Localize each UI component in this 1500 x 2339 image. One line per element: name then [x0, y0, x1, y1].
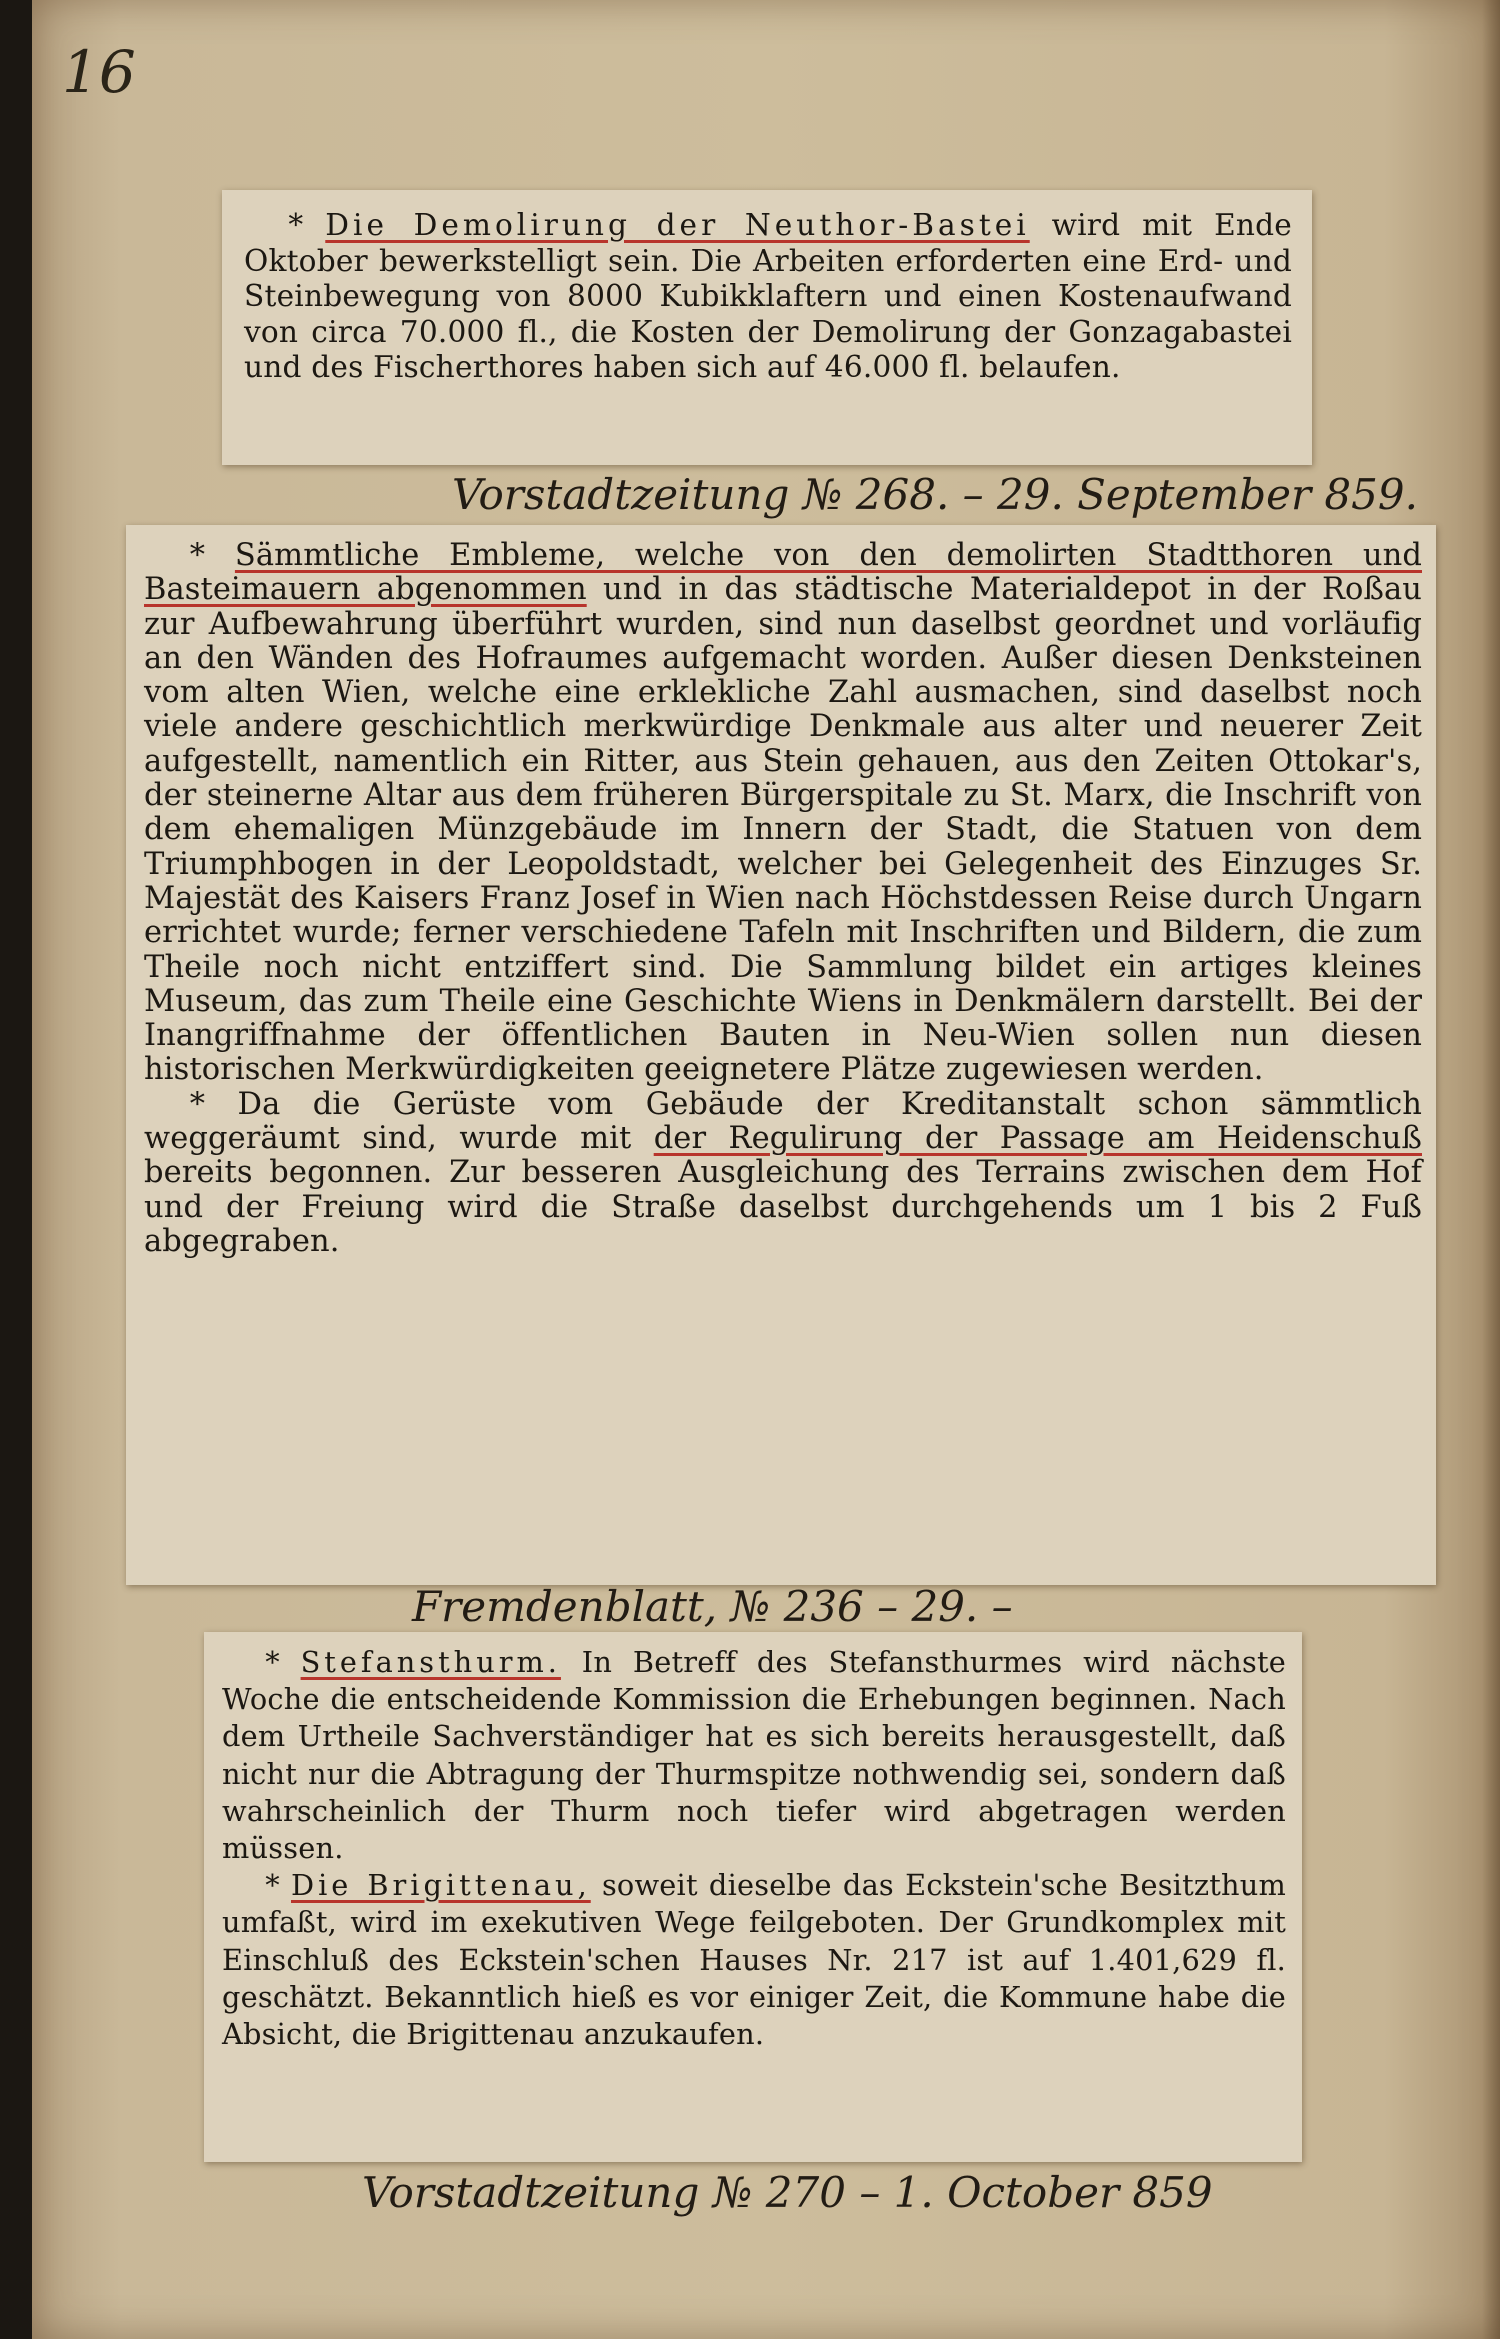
underlined-headline: Die Brigittenau, — [291, 1868, 591, 1903]
clipping-paragraph — [144, 539, 1422, 1088]
underlined-phrase: der Regulirung der Passage am Heidenschuß — [653, 1121, 1422, 1157]
handwritten-citation-3: Vorstadtzeitung № 270 – 1. October 859 — [362, 2168, 1213, 2217]
paragraph-text: und in das städtische Materialdepot in der Roßau zur Aufbewahrung überführt wurden, sind nun daselbst geordnet und vorläufig an den Wänden des Hofraumes aufgemacht worden. Außer diesen Denksteinen vom alten Wien, welche eine erklekliche Zahl ausmachen, sind daselbst noch viele andere geschichtlich merkwürdige Denkmale aus alter und neuerer Zeit aufgestellt, namentlich ein Ritter, aus Stein gehauen, aus den Zeiten Ottokar's, der steinerne Altar aus dem früheren Bürgerspitale zu St. Marx, die Inschrift von dem ehemaligen Münzgebäude im Innern der Stadt, die Statuen von dem Triumphbogen in der Leopoldstadt, welcher bei Gelegenheit des Einzuges Sr. Majestät des Kaisers Franz Josef in Wien nach Höchstdessen Reise durch Ungarn errichtet wurde; ferner verschiedene Tafeln mit Inschriften und Bildern, die zum Theile noch nicht entziffert sind. Die Sammlung bildet ein artiges kleines Museum, das zum Theile eine Geschichte Wiens in Denkmälern darstellt. Bei der Inangriffnahme der öffentlichen Bauten in Neu-Wien sollen nun diesen historischen Merkwürdigkeiten geeignetere Plätze zugewiesen werden. — [144, 572, 1422, 1088]
newspaper-clipping-neuthor — [222, 190, 1312, 465]
clipping-paragraph — [244, 208, 1292, 386]
newspaper-clipping-stefansthurm — [204, 1632, 1302, 2162]
paragraph-text: In Betreff des Stefansthurmes wird nächste Woche die entscheidende Kommission die Erhebungen beginnen. Nach dem Urtheile Sachverständiger hat es sich bereits herausgestellt, daß nicht nur die Abtragung der Thurmspitze nothwendig sei, sondern daß wahrscheinlich der Thurm noch tiefer wird abgetragen werden müssen. — [222, 1645, 1287, 1866]
paragraph-lead: * — [189, 538, 235, 573]
handwritten-citation-2: Fremdenblatt, № 236 – 29. – — [412, 1582, 1013, 1631]
paragraph-lead: * — [265, 1645, 301, 1679]
underlined-headline: Die Demolirung der Neuthor-Bastei — [325, 208, 1030, 242]
paragraph-text: soweit dieselbe das Eckstein'sche Besitzthum umfaßt, wird im exekutiven Wege feilgeboten. Der Grundkomplex mit Einschluß des Eckstein'schen Hauses Nr. 217 ist auf 1.401,629 fl. geschätzt. Bekanntlich hieß es vor einiger Zeit, die Kommune habe die Absicht, die Brigittenau anzukaufen. — [222, 1868, 1286, 2052]
paragraph-lead: * — [288, 208, 326, 242]
paragraph-lead: * Da die Gerüste vom Gebäude der Kreditanstalt schon sämmtlich weggeräumt sind, wurde mit — [144, 1086, 1422, 1157]
clipping-paragraph — [222, 1644, 1286, 1867]
underlined-headline: Stefansthurm. — [300, 1645, 561, 1679]
newspaper-clipping-embleme — [126, 525, 1436, 1585]
paragraph-text: bereits begonnen. Zur besseren Ausgleichung des Terrains zwischen dem Hof und der Freiung wird die Straße daselbst durchgehends um 1 bis 2 Fuß abgegraben. — [144, 1155, 1422, 1259]
clipping-paragraph — [144, 1088, 1422, 1259]
paragraph-lead: * — [265, 1868, 291, 1903]
paragraph-text: wird mit Ende Oktober bewerkstelligt sein. Die Arbeiten erforderten eine Erd- und Steinbewegung von 8000 Kubikklaftern und einen Kostenaufwand von circa 70.000 fl., die Kosten der Demolirung der Gonzagabastei und des Fischerthores haben sich auf 46.000 fl. belaufen. — [244, 208, 1293, 384]
underlined-headline: Sämmtliche Embleme, welche von den demolirten Stadtthoren und Basteimauern abgenommen — [144, 538, 1422, 608]
handwritten-citation-1: Vorstadtzeitung № 268. – 29. September 859. — [452, 470, 1418, 519]
clipping-paragraph — [222, 1867, 1286, 2053]
archive-page — [32, 0, 1500, 2339]
page-number: 16 — [62, 38, 136, 106]
